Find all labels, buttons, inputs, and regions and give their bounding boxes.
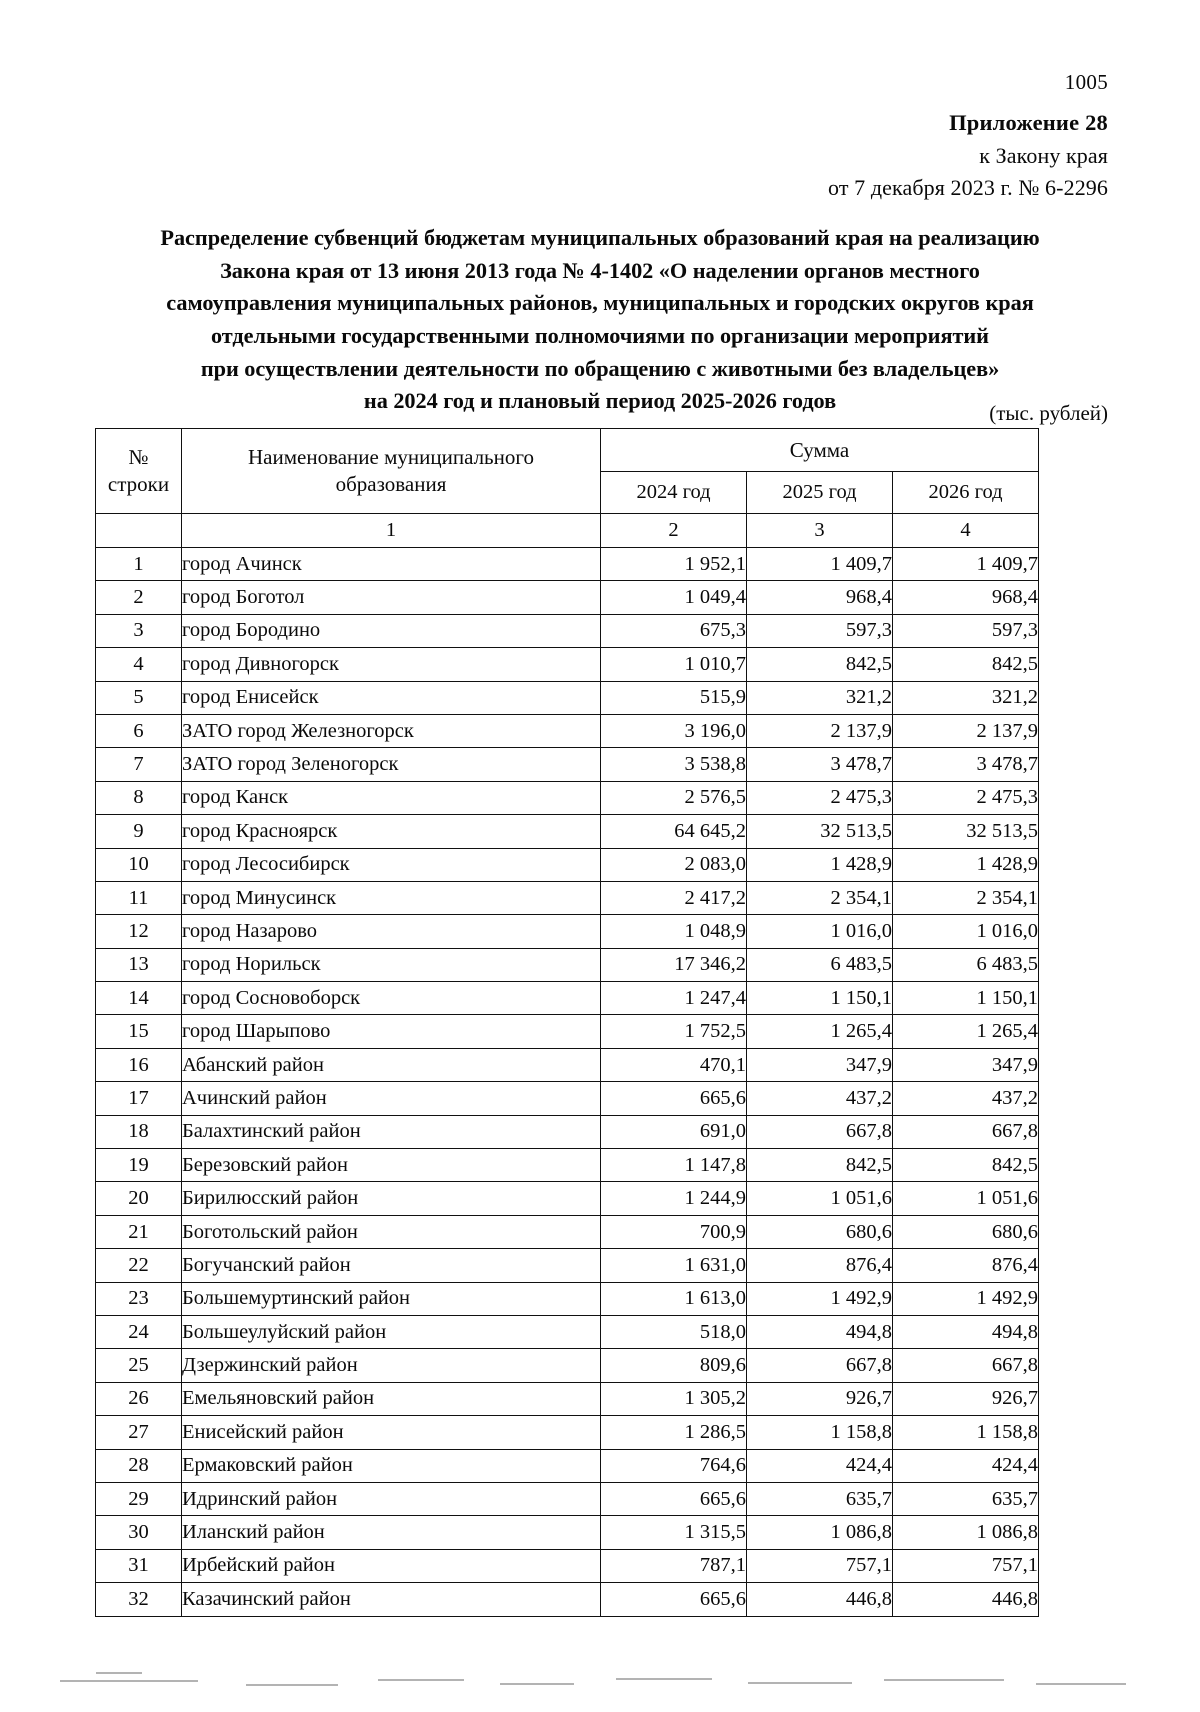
table-row [96, 1149, 1039, 1182]
value-2025: 2 475,3 [747, 781, 893, 814]
value-2024: 2 576,5 [601, 781, 747, 814]
value-2025: 1 051,6 [747, 1182, 893, 1215]
municipality-name: Березовский район [182, 1149, 601, 1182]
row-number: 9 [96, 815, 182, 848]
value-2025: 1 428,9 [747, 848, 893, 881]
header-row-number-line1: № [128, 445, 149, 470]
value-2025: 667,8 [747, 1349, 893, 1382]
table-row [96, 915, 1039, 948]
row-number: 28 [96, 1449, 182, 1482]
value-2024: 1 752,5 [601, 1015, 747, 1048]
table-row [96, 1082, 1039, 1115]
value-2025: 842,5 [747, 1149, 893, 1182]
row-number: 4 [96, 648, 182, 681]
municipality-name: ЗАТО город Зеленогорск [182, 748, 601, 781]
table-row [96, 1349, 1039, 1382]
value-2026: 1 265,4 [893, 1015, 1039, 1048]
title-line-3: самоуправления муниципальных районов, муниципальных и городских округов края [166, 290, 1034, 316]
value-2025: 1 265,4 [747, 1015, 893, 1048]
value-2026: 494,8 [893, 1315, 1039, 1348]
municipality-name: город Сосновоборск [182, 982, 601, 1015]
value-2024: 787,1 [601, 1549, 747, 1582]
table-row [96, 1382, 1039, 1415]
table-row [96, 648, 1039, 681]
header-year-2024: 2024 год [601, 472, 747, 514]
value-2026: 926,7 [893, 1382, 1039, 1415]
value-2024: 1 049,4 [601, 581, 747, 614]
scan-artifacts [0, 1662, 1200, 1688]
value-2025: 757,1 [747, 1549, 893, 1582]
value-2025: 2 137,9 [747, 714, 893, 747]
municipality-name: Балахтинский район [182, 1115, 601, 1148]
header-municipality-name [182, 429, 601, 514]
document-title [90, 222, 1110, 418]
value-2025: 32 513,5 [747, 815, 893, 848]
value-2024: 691,0 [601, 1115, 747, 1148]
row-number: 25 [96, 1349, 182, 1382]
table-header-row-1 [96, 429, 1039, 472]
row-number: 23 [96, 1282, 182, 1315]
value-2024: 1 244,9 [601, 1182, 747, 1215]
value-2024: 665,6 [601, 1082, 747, 1115]
title-line-4: отдельными государственными полномочиями по организации мероприятий [211, 322, 989, 348]
value-2024: 1 952,1 [601, 548, 747, 581]
value-2026: 667,8 [893, 1115, 1039, 1148]
table-column-number-row [96, 514, 1039, 548]
table-row [96, 548, 1039, 581]
value-2024: 1 613,0 [601, 1282, 747, 1315]
row-number: 21 [96, 1215, 182, 1248]
value-2024: 17 346,2 [601, 948, 747, 981]
value-2026: 680,6 [893, 1215, 1039, 1248]
value-2026: 3 478,7 [893, 748, 1039, 781]
header-sum: Сумма [601, 429, 1039, 472]
table-row [96, 681, 1039, 714]
appendix-title: Приложение 28 [949, 110, 1108, 135]
municipality-name: Ермаковский район [182, 1449, 601, 1482]
appendix-law-line: к Закону края [979, 142, 1108, 168]
municipality-name: город Боготол [182, 581, 601, 614]
value-2025: 680,6 [747, 1215, 893, 1248]
value-2024: 1 010,7 [601, 648, 747, 681]
value-2025: 635,7 [747, 1482, 893, 1515]
row-number: 14 [96, 982, 182, 1015]
value-2025: 321,2 [747, 681, 893, 714]
value-2024: 1 048,9 [601, 915, 747, 948]
appendix-reference-block [828, 107, 1108, 203]
value-2024: 2 083,0 [601, 848, 747, 881]
value-2026: 876,4 [893, 1249, 1039, 1282]
value-2026: 667,8 [893, 1349, 1039, 1382]
value-2024: 1 286,5 [601, 1416, 747, 1449]
value-2026: 2 354,1 [893, 881, 1039, 914]
value-2026: 437,2 [893, 1082, 1039, 1115]
value-2025: 926,7 [747, 1382, 893, 1415]
table-row [96, 714, 1039, 747]
table-row [96, 1449, 1039, 1482]
value-2025: 6 483,5 [747, 948, 893, 981]
column-number-blank [96, 514, 182, 548]
header-municipality-line2: образования [335, 472, 447, 496]
municipality-name: Большемуртинский район [182, 1282, 601, 1315]
table-row [96, 1249, 1039, 1282]
value-2025: 1 150,1 [747, 982, 893, 1015]
column-number-2: 2 [601, 514, 747, 548]
title-line-1: Распределение субвенций бюджетам муниципальных образований края на реализацию [160, 225, 1040, 250]
value-2026: 968,4 [893, 581, 1039, 614]
municipality-name: город Ачинск [182, 548, 601, 581]
row-number: 29 [96, 1482, 182, 1515]
table-row [96, 948, 1039, 981]
value-2026: 446,8 [893, 1583, 1039, 1616]
row-number: 3 [96, 614, 182, 647]
table-row [96, 614, 1039, 647]
value-2025: 667,8 [747, 1115, 893, 1148]
value-2025: 347,9 [747, 1048, 893, 1081]
value-2025: 2 354,1 [747, 881, 893, 914]
municipality-name: Большеулуйский район [182, 1315, 601, 1348]
appendix-date-line: от 7 декабря 2023 г. № 6-2296 [828, 174, 1108, 200]
value-2025: 1 086,8 [747, 1516, 893, 1549]
municipality-name: Боготольский район [182, 1215, 601, 1248]
municipality-name: Иланский район [182, 1516, 601, 1549]
row-number: 32 [96, 1583, 182, 1616]
municipality-name: Бирилюсский район [182, 1182, 601, 1215]
municipality-name: Ачинский район [182, 1082, 601, 1115]
municipality-name: ЗАТО город Железногорск [182, 714, 601, 747]
municipality-name: Богучанский район [182, 1249, 601, 1282]
value-2025: 876,4 [747, 1249, 893, 1282]
header-year-2025: 2025 год [747, 472, 893, 514]
table-row [96, 1182, 1039, 1215]
value-2025: 1 158,8 [747, 1416, 893, 1449]
row-number: 15 [96, 1015, 182, 1048]
value-2026: 424,4 [893, 1449, 1039, 1482]
row-number: 22 [96, 1249, 182, 1282]
municipality-name: город Енисейск [182, 681, 601, 714]
table-row [96, 848, 1039, 881]
table-row [96, 1048, 1039, 1081]
units-note: (тыс. рублей) [989, 401, 1108, 425]
value-2025: 842,5 [747, 648, 893, 681]
row-number: 1 [96, 548, 182, 581]
column-number-1: 1 [182, 514, 601, 548]
value-2024: 470,1 [601, 1048, 747, 1081]
title-line-6: на 2024 год и плановый период 2025-2026 годов [363, 388, 837, 414]
value-2024: 64 645,2 [601, 815, 747, 848]
header-row-number-line2: строки [107, 472, 170, 496]
municipality-name: Емельяновский район [182, 1382, 601, 1415]
table-row [96, 1015, 1039, 1048]
table-row [96, 1282, 1039, 1315]
row-number: 19 [96, 1149, 182, 1182]
header-municipality-line1: Наименование муниципального [248, 445, 534, 470]
row-number: 2 [96, 581, 182, 614]
title-line-2: Закона края от 13 июня 2013 года № 4-1402 «О наделении органов местного [220, 257, 980, 283]
value-2024: 665,6 [601, 1583, 747, 1616]
value-2024: 764,6 [601, 1449, 747, 1482]
header-year-2026: 2026 год [893, 472, 1039, 514]
value-2026: 2 475,3 [893, 781, 1039, 814]
table-row [96, 881, 1039, 914]
value-2026: 347,9 [893, 1048, 1039, 1081]
value-2024: 2 417,2 [601, 881, 747, 914]
table-row [96, 1416, 1039, 1449]
value-2026: 6 483,5 [893, 948, 1039, 981]
value-2025: 1 409,7 [747, 548, 893, 581]
value-2024: 518,0 [601, 1315, 747, 1348]
municipality-name: город Лесосибирск [182, 848, 601, 881]
table-row [96, 1583, 1039, 1616]
subventions-table [95, 428, 1039, 1617]
row-number: 6 [96, 714, 182, 747]
value-2026: 1 051,6 [893, 1182, 1039, 1215]
value-2025: 1 016,0 [747, 915, 893, 948]
value-2024: 1 305,2 [601, 1382, 747, 1415]
table-head [96, 429, 1039, 548]
row-number: 5 [96, 681, 182, 714]
row-number: 16 [96, 1048, 182, 1081]
value-2026: 321,2 [893, 681, 1039, 714]
row-number: 17 [96, 1082, 182, 1115]
row-number: 10 [96, 848, 182, 881]
table-row [96, 781, 1039, 814]
value-2026: 1 150,1 [893, 982, 1039, 1015]
value-2026: 1 428,9 [893, 848, 1039, 881]
row-number: 13 [96, 948, 182, 981]
value-2025: 424,4 [747, 1449, 893, 1482]
table-row [96, 1516, 1039, 1549]
value-2025: 1 492,9 [747, 1282, 893, 1315]
row-number: 8 [96, 781, 182, 814]
municipality-name: Идринский район [182, 1482, 601, 1515]
title-line-5: при осуществлении деятельности по обращению с животными без владельцев» [200, 355, 1000, 381]
value-2025: 597,3 [747, 614, 893, 647]
value-2026: 635,7 [893, 1482, 1039, 1515]
table-row [96, 1549, 1039, 1582]
value-2026: 1 016,0 [893, 915, 1039, 948]
value-2024: 3 196,0 [601, 714, 747, 747]
municipality-name: город Бородино [182, 614, 601, 647]
municipality-name: Ирбейский район [182, 1549, 601, 1582]
value-2024: 1 247,4 [601, 982, 747, 1015]
value-2024: 1 315,5 [601, 1516, 747, 1549]
column-number-3: 3 [747, 514, 893, 548]
value-2024: 675,3 [601, 614, 747, 647]
value-2026: 1 086,8 [893, 1516, 1039, 1549]
value-2026: 1 158,8 [893, 1416, 1039, 1449]
row-number: 20 [96, 1182, 182, 1215]
row-number: 12 [96, 915, 182, 948]
value-2026: 842,5 [893, 648, 1039, 681]
value-2026: 32 513,5 [893, 815, 1039, 848]
column-number-4: 4 [893, 514, 1039, 548]
value-2024: 1 631,0 [601, 1249, 747, 1282]
municipality-name: Абанский район [182, 1048, 601, 1081]
row-number: 31 [96, 1549, 182, 1582]
value-2026: 597,3 [893, 614, 1039, 647]
value-2024: 665,6 [601, 1482, 747, 1515]
value-2024: 515,9 [601, 681, 747, 714]
municipality-name: Казачинский район [182, 1583, 601, 1616]
municipality-name: город Дивногорск [182, 648, 601, 681]
page-number: 1005 [1064, 70, 1108, 94]
row-number: 30 [96, 1516, 182, 1549]
municipality-name: город Красноярск [182, 815, 601, 848]
table-row [96, 1215, 1039, 1248]
value-2025: 3 478,7 [747, 748, 893, 781]
value-2024: 3 538,8 [601, 748, 747, 781]
table-row [96, 1115, 1039, 1148]
value-2025: 968,4 [747, 581, 893, 614]
municipality-name: Дзержинский район [182, 1349, 601, 1382]
value-2026: 1 409,7 [893, 548, 1039, 581]
value-2026: 2 137,9 [893, 714, 1039, 747]
value-2024: 700,9 [601, 1215, 747, 1248]
table-row [96, 815, 1039, 848]
municipality-name: город Канск [182, 781, 601, 814]
value-2025: 446,8 [747, 1583, 893, 1616]
row-number: 27 [96, 1416, 182, 1449]
value-2026: 1 492,9 [893, 1282, 1039, 1315]
table-row [96, 748, 1039, 781]
table-row [96, 1315, 1039, 1348]
value-2026: 842,5 [893, 1149, 1039, 1182]
value-2025: 437,2 [747, 1082, 893, 1115]
row-number: 7 [96, 748, 182, 781]
table-row [96, 581, 1039, 614]
municipality-name: город Назарово [182, 915, 601, 948]
municipality-name: город Шарыпово [182, 1015, 601, 1048]
value-2025: 494,8 [747, 1315, 893, 1348]
header-row-number [96, 429, 182, 514]
row-number: 18 [96, 1115, 182, 1148]
table-body [96, 548, 1039, 1617]
value-2026: 757,1 [893, 1549, 1039, 1582]
municipality-name: город Минусинск [182, 881, 601, 914]
municipality-name: Енисейский район [182, 1416, 601, 1449]
value-2024: 809,6 [601, 1349, 747, 1382]
table-row [96, 982, 1039, 1015]
municipality-name: город Норильск [182, 948, 601, 981]
value-2024: 1 147,8 [601, 1149, 747, 1182]
table-row [96, 1482, 1039, 1515]
row-number: 11 [96, 881, 182, 914]
row-number: 26 [96, 1382, 182, 1415]
row-number: 24 [96, 1315, 182, 1348]
